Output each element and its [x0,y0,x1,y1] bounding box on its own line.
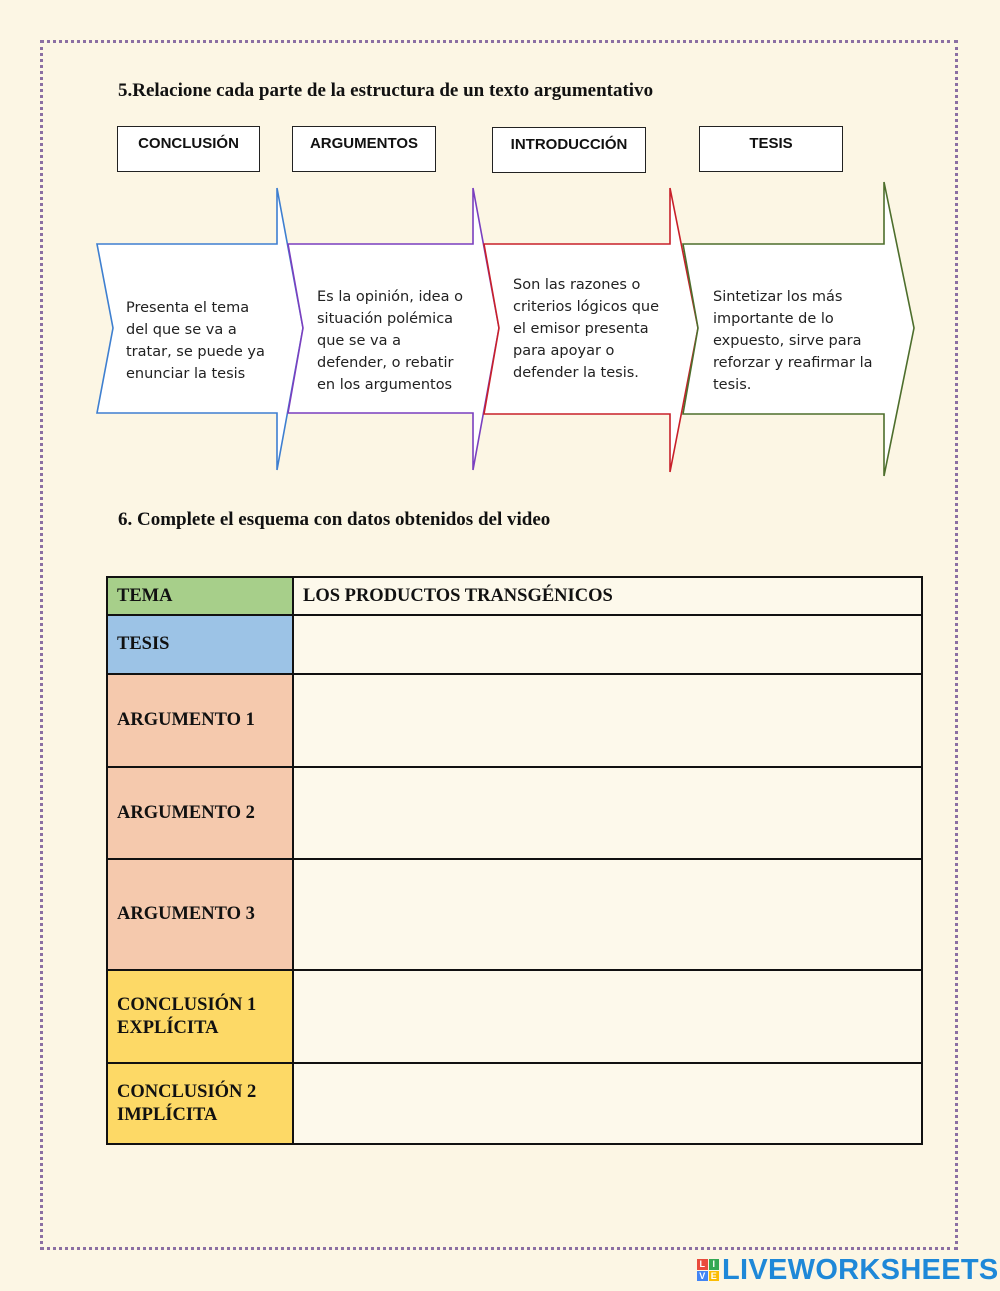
liveworksheets-logo[interactable] [697,1254,999,1286]
row-value-argumento-2[interactable] [293,767,922,859]
row-value-tema[interactable]: LOS PRODUCTOS TRANSGÉNICOS [293,577,922,615]
table-row [107,577,922,615]
label-box-introduccion[interactable]: INTRODUCCIÓN [492,127,646,173]
label-box-argumentos[interactable]: ARGUMENTOS [292,126,436,172]
liveworksheets-logo-text: LIVEWORKSHEETS [722,1253,999,1286]
arrow-4-text: Sintetizar los más importante de lo expuesto, sirve para reforzar y reafirmar la tesis. [713,289,873,393]
table-row [107,674,922,767]
table-row [107,1063,922,1144]
liveworksheets-logo-icon [697,1259,719,1281]
row-label-tesis: TESIS [107,615,293,674]
logo-letter: V [697,1271,708,1282]
section-6-heading: 6. Complete el esquema con datos obtenidos del video [118,509,551,530]
row-value-conclusion-1[interactable] [293,970,922,1063]
arrow-2-text: Es la opinión, idea o situación polémica que se va a defender, o rebatir en los argumentos [317,289,463,393]
row-value-argumento-3[interactable] [293,859,922,970]
logo-letter: I [709,1259,720,1270]
table-row [107,859,922,970]
row-label-conclusion-1: CONCLUSIÓN 1 EXPLÍCITA [107,970,293,1063]
logo-letter: E [709,1271,720,1282]
label-box-conclusion[interactable]: CONCLUSIÓN [117,126,260,172]
row-value-argumento-1[interactable] [293,674,922,767]
arrow-1-text: Presenta el tema del que se va a tratar, se puede ya enunciar la tesis [126,300,265,382]
section-5-heading: 5.Relacione cada parte de la estructura de un texto argumentativo [118,80,654,101]
row-label-tema: TEMA [107,577,293,615]
row-label-conclusion-2: CONCLUSIÓN 2 IMPLÍCITA [107,1063,293,1144]
row-value-tesis[interactable] [293,615,922,674]
row-label-argumento-2: ARGUMENTO 2 [107,767,293,859]
table-row [107,767,922,859]
structure-arrows [0,0,1000,520]
label-box-tesis[interactable]: TESIS [699,126,843,172]
logo-letter: L [697,1259,708,1270]
table-row [107,970,922,1063]
row-value-conclusion-2[interactable] [293,1063,922,1144]
arrow-3-text: Son las razones o criterios lógicos que el emisor presenta para apoyar o defender la tesis. [513,277,660,381]
table-row [107,615,922,674]
row-label-argumento-1: ARGUMENTO 1 [107,674,293,767]
scheme-table [106,576,923,1145]
row-label-argumento-3: ARGUMENTO 3 [107,859,293,970]
